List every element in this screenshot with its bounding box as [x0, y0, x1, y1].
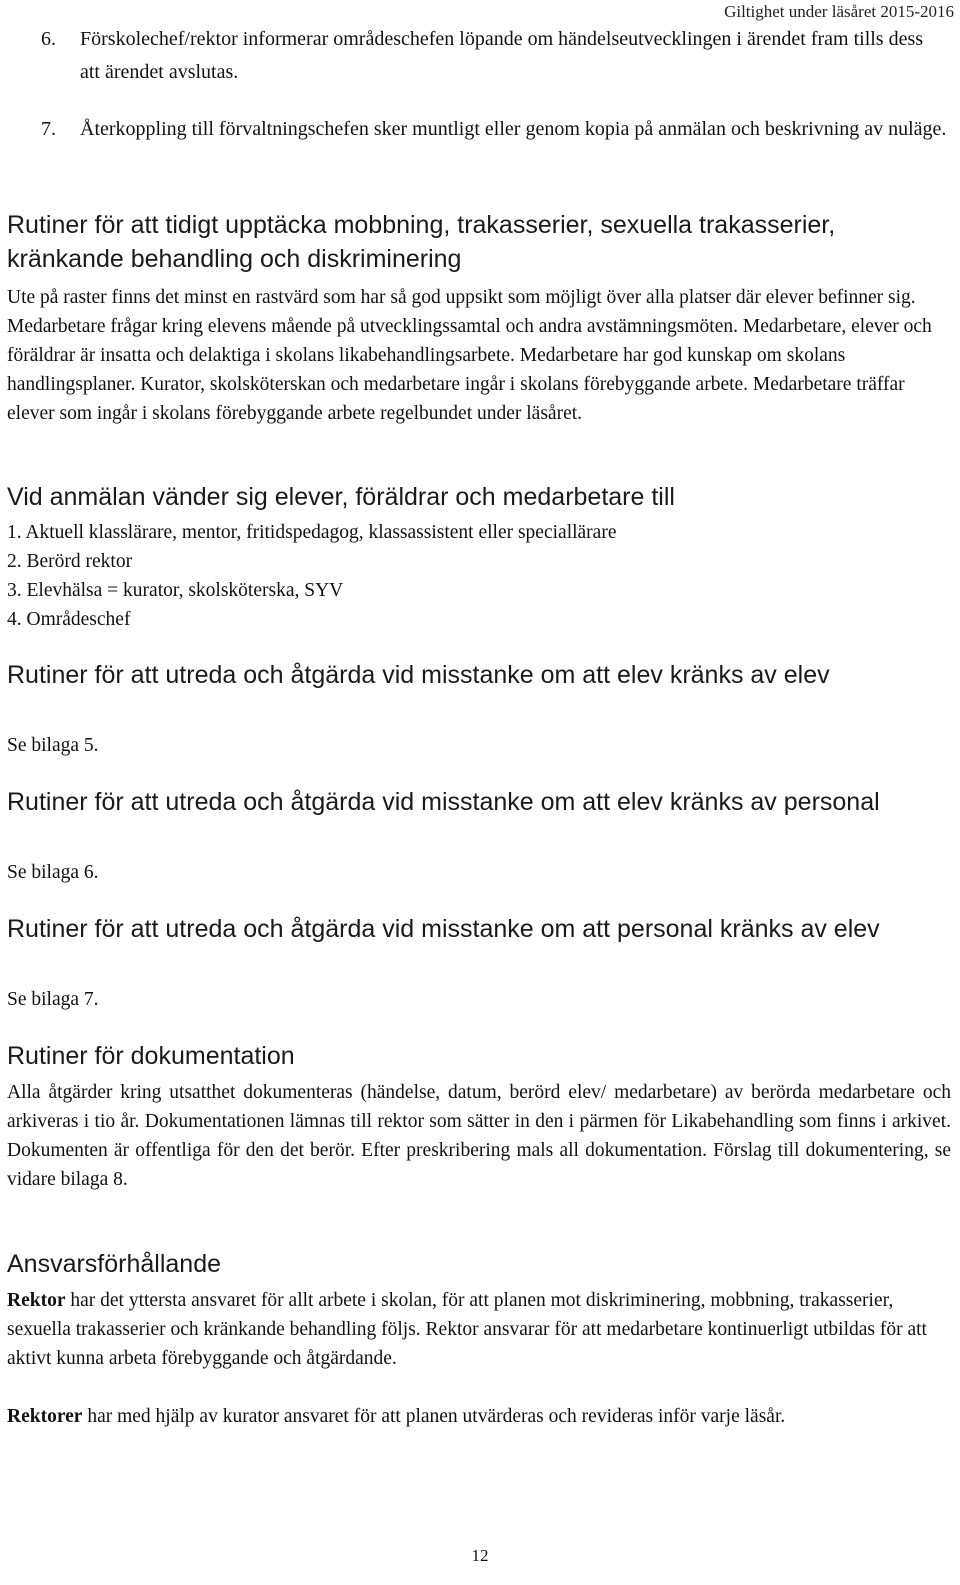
rektor-text: har det yttersta ansvaret för allt arbete i skolan, för att planen mot diskriminering, mobbning, trakasserier, sexuella trakasserier och kränkande behandling följs. Rektor ansvarar för att medarbetare kontinuerligt utbildas för att aktivt kunna arbeta förebyggande och åtgärdande. — [7, 1290, 927, 1369]
documentation-body: Alla åtgärder kring utsatthet dokumenteras (händelse, datum, berörd elev/ medarbetare) av berörda medarbetare och arkiveras i tio år. Dokumentationen lämnas till rektor som sätter in den i pärmen för Likabehandling som finns i arkivet. Dokumenten är offentliga för den det berör. Efter preskribering mals all dokumentation. Förslag till dokumentering, se vidare bilaga 8. — [7, 1082, 951, 1190]
list-item-text: Förskolechef/rektor informerar områdeschefen löpande om händelseutvecklingen i ärendet fram tills dess att ärendet avslutas. — [80, 28, 924, 83]
personnel-body: Se bilaga 7. — [7, 989, 99, 1010]
rektorer-text: har med hjälp av kurator ansvaret för att planen utvärderas och revideras inför varje läsår. — [82, 1406, 786, 1427]
validity-header: Giltighet under läsåret 2015-2016 — [724, 2, 954, 21]
staff-body: Se bilaga 6. — [7, 862, 99, 883]
rektorer-label: Rektorer — [7, 1406, 83, 1427]
report-list-item: 4. Områdeschef — [7, 609, 131, 630]
list-item — [7, 113, 947, 146]
rektor-label: Rektor — [7, 1290, 66, 1311]
report-list-item: 2. Berörd rektor — [7, 551, 133, 572]
responsibility-heading: Ansvarsförhållande — [7, 1250, 222, 1278]
staff-heading: Rutiner för att utreda och åtgärda vid misstanke om att elev kränks av personal — [7, 788, 880, 816]
report-list-item: 3. Elevhälsa = kurator, skolsköterska, SYV — [7, 580, 344, 601]
report-list-item: 1. Aktuell klasslärare, mentor, fritidspedagog, klassassistent eller speciallärare — [7, 522, 617, 543]
page-number: 12 — [471, 1546, 489, 1565]
report-contact-list — [7, 518, 947, 634]
list-item-number: 7. — [41, 118, 56, 140]
student-heading: Rutiner för att utreda och åtgärda vid misstanke om att elev kränks av elev — [7, 661, 830, 689]
personnel-heading: Rutiner för att utreda och åtgärda vid misstanke om att personal kränks av elev — [7, 915, 880, 943]
detect-heading: Rutiner för att tidigt upptäcka mobbning, trakasserier, sexuella trakasserier, kränkande behandling och diskriminering — [7, 211, 836, 273]
list-item — [7, 23, 947, 89]
intro-numbered-list — [7, 23, 947, 146]
documentation-heading: Rutiner för dokumentation — [7, 1042, 295, 1070]
list-item-number: 6. — [41, 28, 56, 50]
report-heading: Vid anmälan vänder sig elever, föräldrar och medarbetare till — [7, 483, 675, 511]
responsibility-paragraph-1 — [7, 1286, 951, 1373]
detect-body: Ute på raster finns det minst en rastvärd som har så god uppsikt som möjligt över alla platser där elever befinner sig. Medarbetare frågar kring elevens mående på utvecklingssamtal och andra avstämningsmöten. Medarbetare, elever och föräldrar är insatta och delaktiga i skolans likabehandlingsarbete. Medarbetare har god kunskap om skolans handlingsplaner. Kurator, skolsköterskan och medarbetare ingår i skolans förebyggande arbete. Medarbetare träffar elever som ingår i skolans förebyggande arbete regelbundet under läsåret. — [7, 287, 932, 424]
responsibility-paragraph-2 — [7, 1402, 951, 1431]
student-body: Se bilaga 5. — [7, 735, 99, 756]
list-item-text: Återkoppling till förvaltningschefen sker muntligt eller genom kopia på anmälan och beskrivning av nuläge. — [80, 118, 947, 140]
